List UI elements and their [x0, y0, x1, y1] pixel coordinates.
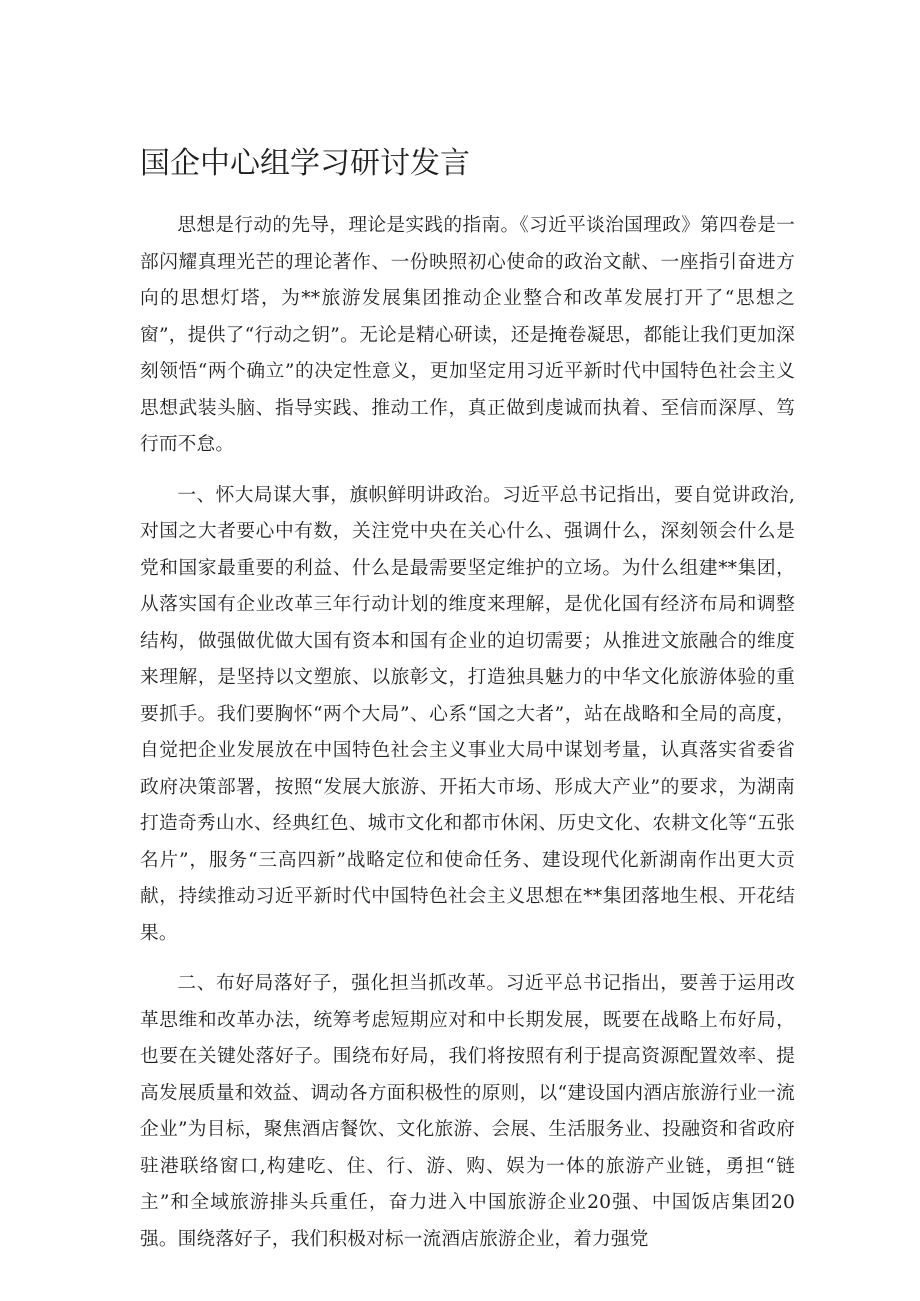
document-title: 国企中心组学习研讨发言 [140, 146, 470, 181]
section-two-paragraph: 二、布好局落好子，强化担当抓改革。习近平总书记指出，要善于运用改革思维和改革办法，统筹考虑短期应对和中长期发展，既要在战略上布好局，也要在关键处落好子。围绕布好局，我们将按照有利于提高资源配置效率、提高发展质量和效益、调动各方面积极性的原则，以“建设国内酒店旅游行业一流企业”为目标，聚焦酒店餐饮、文化旅游、会展、生活服务业、投融资和省政府驻港联络窗口,构建吃、住、行、游、购、娱为一体的旅游产业链，勇担“链主”和全域旅游排头兵重任，奋力进入中国旅游企业20强、中国饭店集团20强。围绕落好子，我们积极对标一流酒店旅游企业，着力强党 [140, 973, 795, 1250]
document-body [140, 208, 795, 1272]
intro-paragraph: 思想是行动的先导，理论是实践的指南。《习近平谈治国理政》第四卷是一部闪耀真理光芒的理论著作、一份映照初心使命的政治文献、一座指引奋进方向的思想灯塔，为**旅游发展集团推动企业整合和改革发展打开了“思想之窗”，提供了“行动之钥”。无论是精心研读，还是掩卷凝思，都能让我们更加深刻领悟“两个确立”的决定性意义，更加坚定用习近平新时代中国特色社会主义思想武装头脑、指导实践、推动工作，真正做到虔诚而执着、至信而深厚、笃行而不怠。 [140, 215, 795, 455]
section-one-paragraph: 一、怀大局谋大事，旗帜鲜明讲政治。习近平总书记指出，要自觉讲政治,对国之大者要心中有数，关注党中央在关心什么、强调什么，深刻领会什么是党和国家最重要的利益、什么是最需要坚定维护的立场。为什么组建**集团，从落实国有企业改革三年行动计划的维度来理解，是优化国有经济布局和调整结构，做强做优做大国有资本和国有企业的迫切需要；从推进文旅融合的维度来理解，是坚持以文塑旅、以旅彰文，打造独具魅力的中华文化旅游体验的重要抓手。我们要胸怀“两个大局”、心系“国之大者”，站在战略和全局的高度，自觉把企业发展放在中国特色社会主义事业大局中谋划考量，认真落实省委省政府决策部署，按照“发展大旅游、开拓大市场、形成大产业”的要求，为湖南打造奇秀山水、经典红色、城市文化和都市休闲、历史文化、农耕文化等“五张名片”，服务“三高四新”战略定位和使命任务、建设现代化新湖南作出更大贡献，持续推动习近平新时代中国特色社会主义思想在**集团落地生根、开花结果。 [140, 484, 795, 944]
